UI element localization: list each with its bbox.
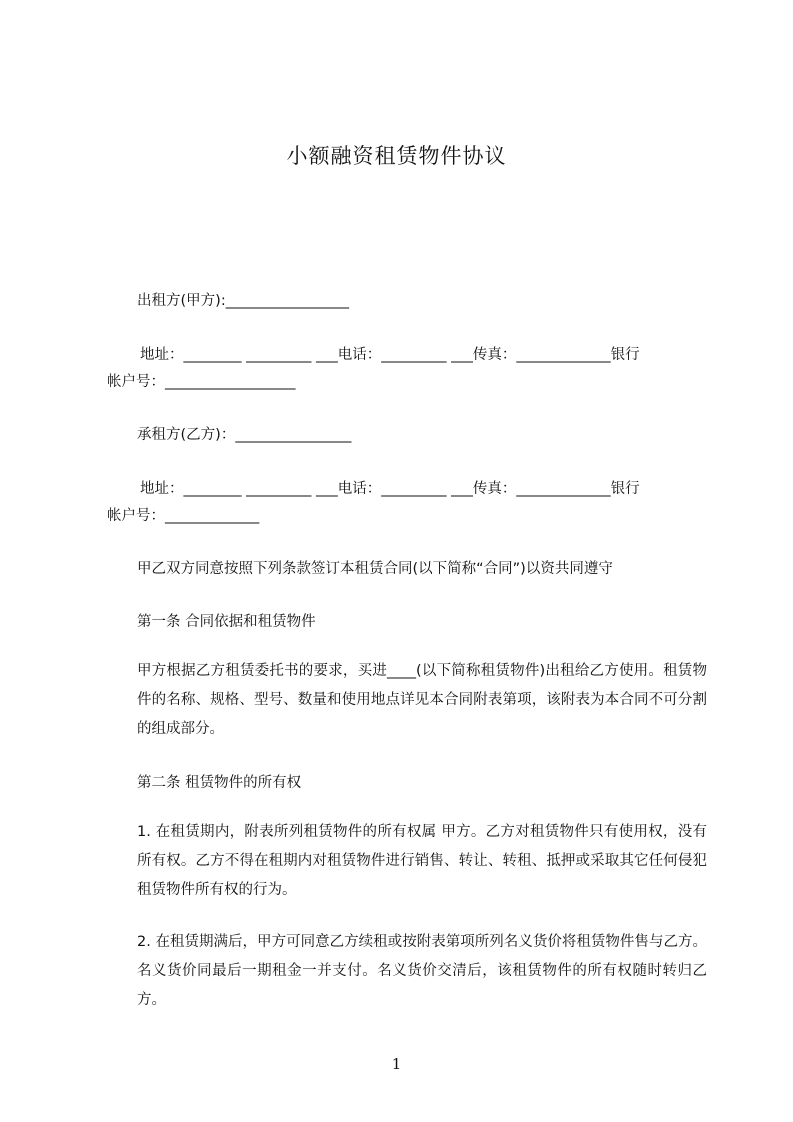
lessee-account-line: 帐户号：_____________	[107, 508, 260, 524]
agreement-intro: 甲乙双方同意按照下列条款签订本租赁合同(以下简称“合同”)以资共同遵守	[137, 561, 613, 577]
article-1-body: 甲方根据乙方租赁委托书的要求，买进____(以下简称租赁物件)出租给乙方使用。租赁物件的名称、规格、型号、数量和使用地点详见本合同附表第项，该附表为本合同不可分割的组成部分。	[137, 663, 707, 737]
lessor-line: 出租方(甲方):_________________	[137, 293, 349, 309]
lessor-account-line: 帐户号：__________________	[107, 374, 296, 390]
lessee-contact-line: 地址：________ _________ ___电话：_________ ___传真：_____________银行	[140, 481, 640, 497]
article-2-item-1: 1. 在租赁期内，附表所列租赁物件的所有权属 甲方。乙方对租赁物件只有使用权，没有所有权。乙方不得在租期内对租赁物件进行销售、转让、转租、抵押或采取其它任何侵犯租赁物件所有权的行为。	[137, 824, 707, 898]
document-title: 小额融资租赁物件协议	[286, 144, 507, 168]
article-2-heading: 第二条 租赁物件的所有权	[137, 775, 302, 791]
lessee-line: 承租方(乙方)：________________	[137, 427, 352, 443]
lessor-contact-line: 地址：________ _________ ___电话：_________ ___传真：_____________银行	[140, 347, 640, 363]
article-1-heading: 第一条 合同依据和租赁物件	[137, 614, 316, 630]
article-2-item-2: 2. 在租赁期满后，甲方可同意乙方续租或按附表第项所列名义货价将租赁物件售与乙方。名义货价同最后一期租金一并支付。名义货价交清后，该租赁物件的所有权随时转归乙方。	[137, 934, 707, 1008]
page-number: 1	[391, 1055, 402, 1073]
